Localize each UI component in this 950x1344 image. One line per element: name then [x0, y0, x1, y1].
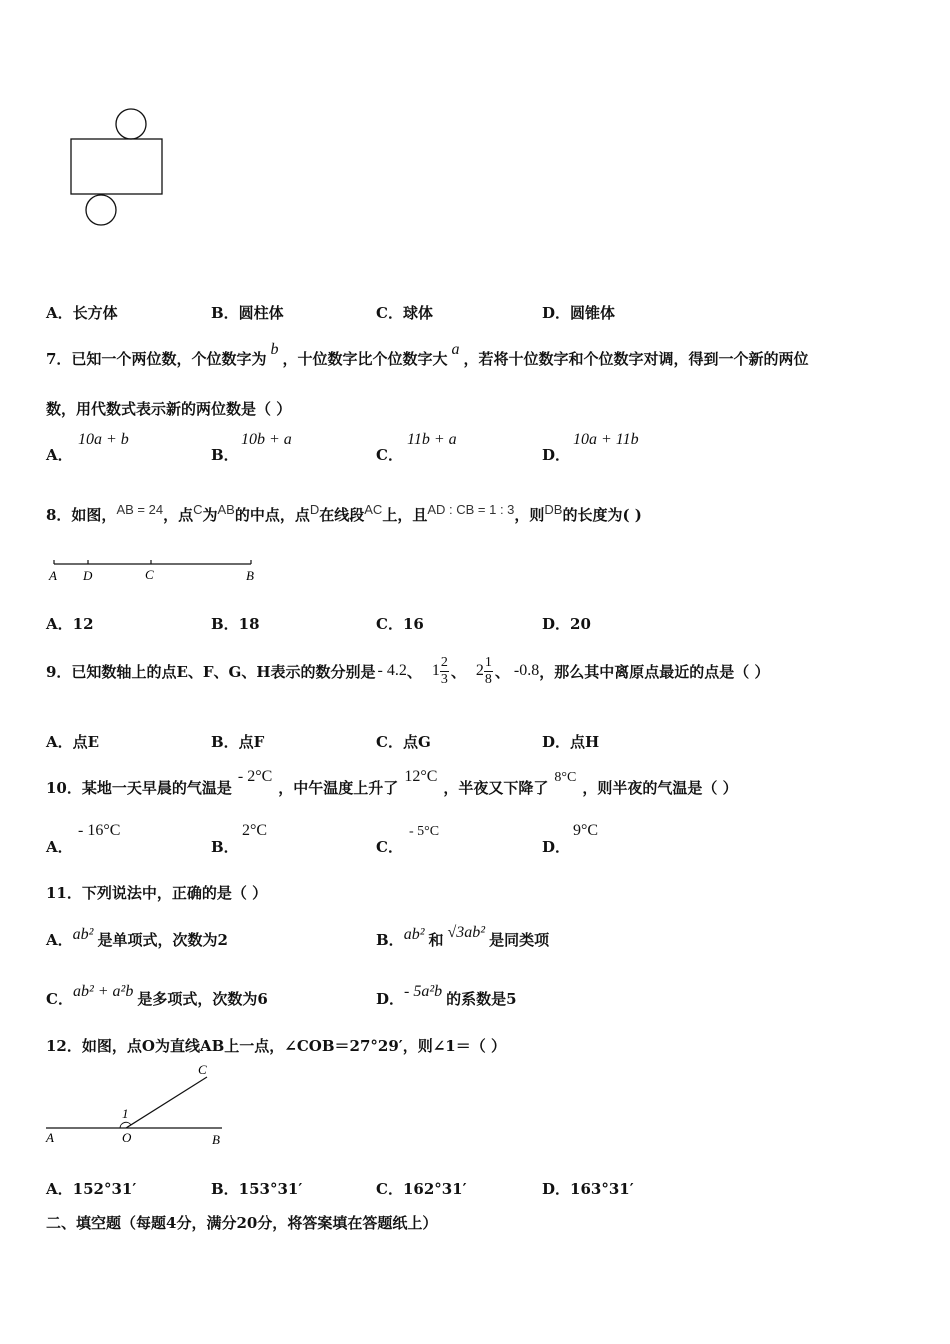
- rectangle: [71, 139, 162, 194]
- q9-option-a[interactable]: A．点E: [46, 733, 100, 751]
- q7-option-a-letter[interactable]: A．: [46, 446, 73, 464]
- label-a: A: [49, 568, 57, 583]
- q10-option-d-temp[interactable]: 9°C: [573, 822, 599, 839]
- q7-option-b-letter[interactable]: B．: [211, 446, 239, 464]
- q12-option-c[interactable]: C．162°31′: [376, 1180, 467, 1198]
- q9-stem: 9．已知数轴上的点E、F、G、H表示的数分别是 - 4.2 、 1 $\frac{2}{3}$ 、 2 $\frac{1}{8}$ 、 -0.8 ，那么其中离原点最近的点是（ ）: [46, 654, 770, 687]
- q6-option-d[interactable]: D．圆锥体: [542, 304, 616, 322]
- q12-stem: 12．如图，点O为直线AB上一点，∠COB＝27°29′，则∠1＝（ ）: [46, 1037, 506, 1055]
- q11-option-a[interactable]: A．ab² 是单项式，次数为2: [46, 926, 228, 949]
- q10-option-d-letter[interactable]: D．: [542, 838, 571, 856]
- q10-option-c-temp[interactable]: - 5°C: [409, 824, 440, 839]
- q6-option-c[interactable]: C．球体: [376, 304, 433, 322]
- q10-stem: 10．某地一天早晨的气温是- 2°C，中午温度上升了12°C，半夜又下降了8°C，则半夜的气温是（ ）: [46, 768, 738, 797]
- q7-option-d-expr[interactable]: 10a + 11b: [573, 431, 639, 448]
- section-2-title: 二、填空题（每题4分，满分20分，将答案填在答题纸上）: [46, 1214, 438, 1232]
- q8-option-d[interactable]: D．20: [542, 615, 591, 633]
- q12-option-b[interactable]: B．153°31′: [211, 1180, 303, 1198]
- q8-option-a[interactable]: A．12: [46, 615, 94, 633]
- q12-option-d[interactable]: D．163°31′: [542, 1180, 634, 1198]
- q11-option-d[interactable]: D．- 5a²b 的系数是5: [376, 983, 517, 1008]
- q7-option-c-letter[interactable]: C．: [376, 446, 403, 464]
- label-a: A: [46, 1130, 54, 1145]
- q7-option-c-expr[interactable]: 11b + a: [407, 431, 457, 448]
- q10-option-a-letter[interactable]: A．: [46, 838, 73, 856]
- q8-option-c[interactable]: C．16: [376, 615, 424, 633]
- q10-option-b-temp[interactable]: 2°C: [242, 822, 268, 839]
- q10-option-c-letter[interactable]: C．: [376, 838, 403, 856]
- q8-option-b[interactable]: B．18: [211, 615, 260, 633]
- q11-stem: 11．下列说法中，正确的是（ ）: [46, 884, 268, 902]
- label-b: B: [212, 1132, 220, 1147]
- ray-oc: [126, 1077, 207, 1128]
- label-c: C: [145, 567, 154, 582]
- cylinder-net-figure: [60, 100, 180, 235]
- fraction-1: $\frac{2}{3}$: [440, 654, 448, 687]
- q7-stem: 7．已知一个两位数，个位数字为b，十位数字比个位数字大a，若将十位数字和个位数字对调，得到一个新的两位: [46, 341, 809, 368]
- label-d: D: [83, 568, 93, 583]
- q6-option-a[interactable]: A．长方体: [46, 304, 118, 322]
- q9-option-c[interactable]: C．点G: [376, 733, 431, 751]
- bottom-circle: [86, 195, 116, 225]
- label-o: O: [122, 1130, 132, 1145]
- q9-option-d[interactable]: D．点H: [542, 733, 600, 751]
- fraction-2: $\frac{1}{8}$: [484, 654, 492, 687]
- label-angle-1: 1: [122, 1106, 129, 1121]
- q7-option-a-expr[interactable]: 10a + b: [78, 431, 129, 448]
- q10-option-a-temp[interactable]: - 16°C: [78, 822, 121, 839]
- q7-stem-line2: 数，用代数式表示新的两位数是（ ）: [46, 400, 292, 418]
- q9-option-b[interactable]: B．点F: [211, 733, 265, 751]
- q6-option-b[interactable]: B．圆柱体: [211, 304, 284, 322]
- q12-option-a[interactable]: A．152°31′: [46, 1180, 137, 1198]
- q7-option-b-expr[interactable]: 10b + a: [241, 431, 292, 448]
- q8-stem: 8．如图，AB = 24，点C为AB的中点，点D在线段AC上，且AD : CB = 1 : 3，则DB的长度为( ): [46, 502, 642, 524]
- q11-option-b[interactable]: B．ab² 和 √3ab² 是同类项: [376, 924, 550, 949]
- top-circle: [116, 109, 146, 139]
- q10-option-b-letter[interactable]: B．: [211, 838, 239, 856]
- label-c: C: [198, 1062, 207, 1077]
- angle-arc: [120, 1122, 131, 1128]
- q11-option-c[interactable]: C．ab² + a²b 是多项式，次数为6: [46, 983, 268, 1008]
- angle-figure: [44, 1060, 234, 1150]
- segment-figure: [44, 555, 264, 587]
- q7-option-d-letter[interactable]: D．: [542, 446, 571, 464]
- label-b: B: [246, 568, 254, 583]
